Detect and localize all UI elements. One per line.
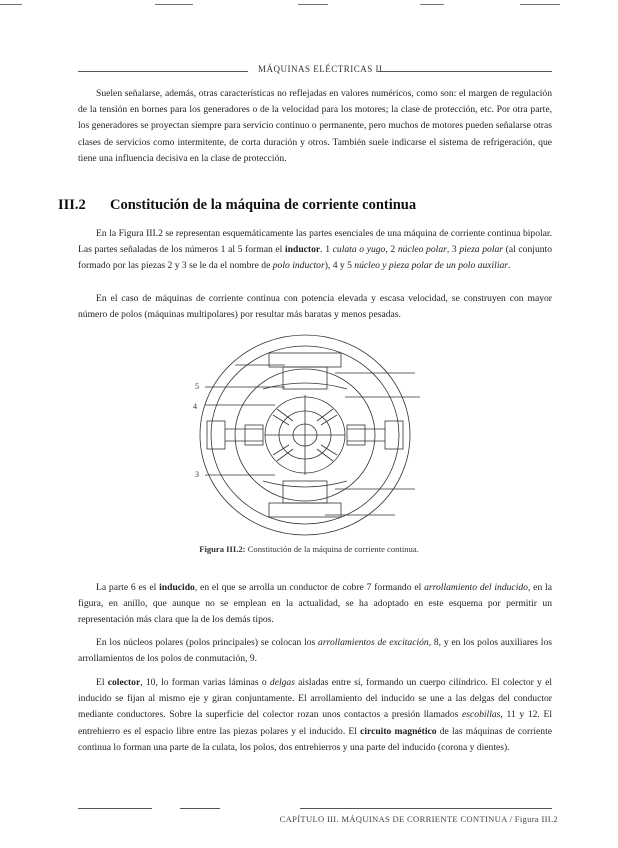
paragraph-armature: La parte 6 es el inducido, en el que se arrolla un conductor de cobre 7 formando el arrollamiento del inducido, en la figura, en anillo, que aunque no se emplean en la actualidad, se ha adoptado en este esquema por permitir un representación más clara que la de los demás tipos.	[78, 582, 552, 626]
running-header: MÁQUINAS ELÉCTRICAS II	[258, 64, 383, 74]
scan-mark	[155, 4, 193, 5]
callout-3: 3	[195, 470, 199, 479]
header-rule-left	[78, 71, 248, 72]
section-heading	[58, 197, 416, 214]
scan-mark	[520, 4, 560, 5]
scan-mark	[0, 4, 22, 5]
scan-mark	[298, 4, 328, 5]
paragraph-inductor: En la Figura III.2 se representan esquemáticamente las partes esenciales de una máquina de corriente continua bipolar. Las partes señaladas de los números 1 al 5 forman el inductor. 1 culata o yugo, 2 núcleo polar, 3 pieza polar (al conjunto formado por las piezas 2 y 3 se le da el nombre de polo inductor), 4 y 5 núcleo y pieza polar de un polo auxiliar.	[78, 228, 552, 272]
dc-machine-figure	[185, 325, 435, 540]
running-footer: CAPÍTULO III. MÁQUINAS DE CORRIENTE CONTINUA / Figura III.2	[279, 814, 558, 824]
paragraph-commutator: El colector, 10, lo forman varias láminas o delgas aisladas entre sí, formando un cuerpo cilíndrico. El colector y el inducido se fijan al mismo eje y giran conjuntamente. El arrollamiento del inducido se une a las delgas del conductor mediante conductores. Sobre la superficie del colector rozan unos contactos a presión llamados escobillas, 11 y 12. El entrehierro es el espacio libre entre las piezas polares y el inducido. El circuito magnético de las máquinas de corriente continua lo forman una parte de la culata, los polos, dos entrehierros y una parte del inducido (corona y dientes).	[78, 677, 552, 753]
section-number: III.2	[58, 197, 86, 213]
dc-machine-diagram	[185, 325, 435, 540]
intro-paragraph: Suelen señalarse, además, otras características no reflejadas en valores numéricos, como son: el margen de regulación de la tensión en bornes para los generadores o de la velocidad para los motores; la clase de protección, etc. Por otra parte, los generadores se proyectan siempre para servicio continuo o permanente, pero muchos de motores pueden señalarse otras clases de servicios como intermitente, de corta duración y otros. También suele indicarse el sistema de refrigeración, que tiene una influencia decisiva en la clase de protección.	[78, 88, 552, 164]
callout-4: 4	[193, 402, 197, 411]
footer-rule-right	[300, 808, 552, 809]
footer-rule-left	[78, 808, 152, 809]
header-rule-right	[378, 71, 552, 72]
callout-5: 5	[195, 382, 199, 391]
figure-caption	[0, 544, 618, 554]
scan-mark	[420, 4, 444, 5]
footer-rule-mid	[180, 808, 220, 809]
section-title: Constitución de la máquina de corriente continua	[110, 197, 417, 213]
paragraph-multipolar: En el caso de máquinas de corriente continua con potencia elevada y escasa velocidad, se construyen con mayor número de polos (máquinas multipolares) por resultar más baratas y menos pesadas.	[78, 293, 552, 321]
paragraph-field-windings: En los núcleos polares (polos principales) se colocan los arrollamientos de excitación, 8, y en los polos auxiliares los arrollamientos de los polos de conmutación, 9.	[78, 637, 552, 665]
figure-label: Figura III.2:	[199, 544, 246, 554]
figure-caption-text: Constitución de la máquina de corriente continua.	[247, 544, 419, 554]
